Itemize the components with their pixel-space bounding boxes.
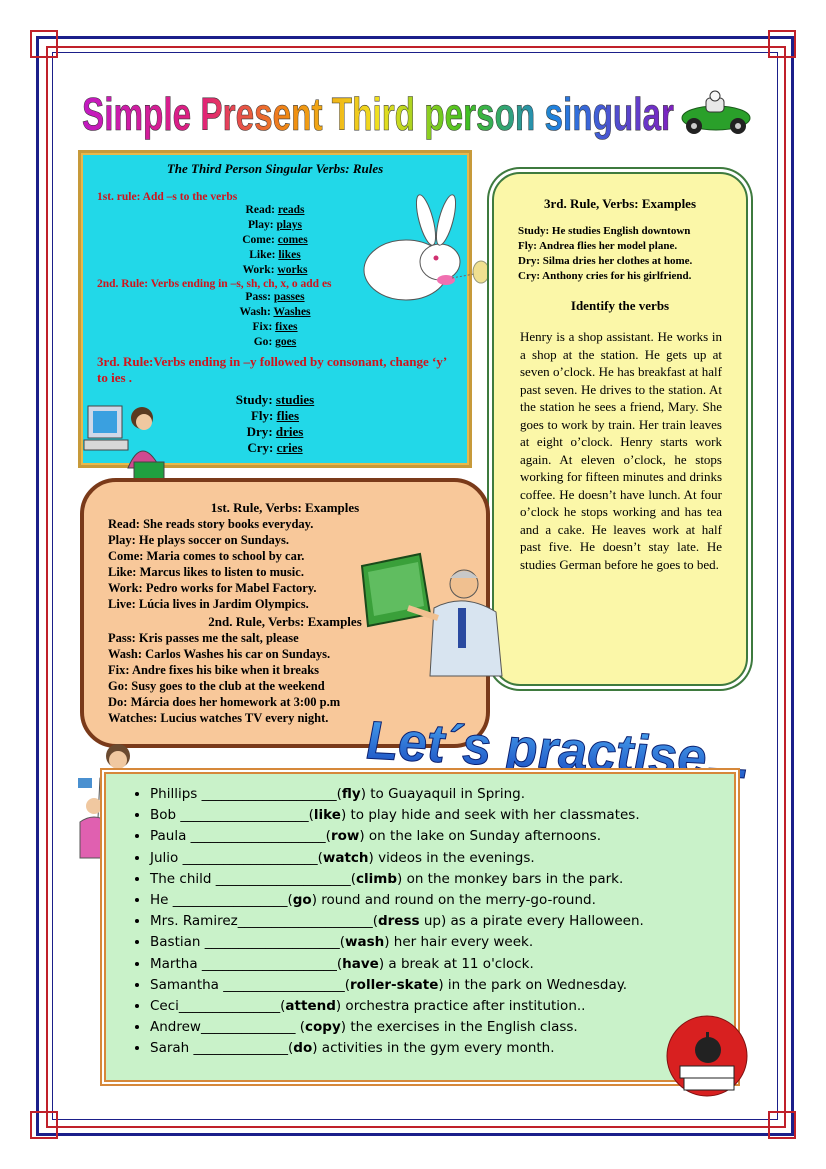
- exercise-suffix: ) in the park on Wednesday.: [438, 976, 628, 993]
- identify-verbs-story: Henry is a shop assistant. He works in a shop at the station. He gets up at seven o’clock. He has breakfast at half past seven. He drives to the station. At the station he sees a friend, Mary. She goes to work by train. Her train leaves at eight o’clock. Henry starts work again. At eleven o’clock, he stops working for fifteen minutes and drinks coffee. He doesn’t have lunch. At four o’clock he stops working and has tea and a cake. He leaves work at half past five. He doesn’t stay late. He studies German before he goes to bed.: [520, 329, 722, 572]
- rule-example-base: Work: [242, 264, 271, 276]
- exercise-verb: watch: [322, 849, 369, 866]
- rule-example-third: goes: [275, 336, 297, 348]
- rule-example-third: likes: [278, 249, 301, 261]
- exercise-item: [150, 826, 734, 847]
- third-rule-sentence: Dry: Silma dries her clothes at home.: [518, 255, 693, 267]
- exercise-verb: roller-skate: [350, 976, 439, 993]
- exercise-verb: climb: [356, 870, 398, 887]
- lets-practise-title: [362, 696, 762, 791]
- rule-example-base: Fix: [252, 321, 269, 333]
- rule-example-line: Go: goes: [253, 336, 297, 348]
- exercise-prefix: Ceci_______________(: [150, 998, 286, 1015]
- rule-example-base: Go: [253, 336, 269, 348]
- rule-example-base: Like: [249, 249, 272, 261]
- rule-example-third: reads: [277, 204, 305, 216]
- identify-verbs-heading: Identify the verbs: [570, 298, 670, 313]
- rule-example-third: Washes: [273, 306, 311, 318]
- exercise-item: [150, 805, 734, 826]
- rule-example-line: Read: reads: [245, 204, 305, 216]
- third-rule-sentences: [494, 224, 746, 284]
- exercise-item: [150, 848, 734, 869]
- rule-example-third: studies: [275, 392, 315, 407]
- third-rule-examples-panel: [492, 172, 748, 686]
- first-rule-example: Like: Marcus likes to listen to music.: [108, 565, 304, 579]
- rabbit-picture: [356, 190, 492, 320]
- corner-ornament: [768, 30, 796, 58]
- exercise-suffix: ) to play hide and seek with her classmates.: [340, 807, 640, 824]
- exercise-prefix: The child ____________________(: [150, 870, 357, 887]
- first-rule-example: Live: Lúcia lives in Jardim Olympics.: [108, 597, 309, 611]
- rule-example-line: Fly: flies: [250, 408, 300, 423]
- rule-example-base: Play: [247, 219, 270, 231]
- rule-example-base: Dry: [246, 424, 269, 439]
- rule-example-line: Study: studies: [235, 392, 315, 407]
- third-rule-heading: 3rd. Rule, Verbs: Examples: [543, 196, 697, 211]
- rule-example-third: fixes: [275, 321, 298, 333]
- title-text: Simple Present Third person singular: [82, 88, 675, 140]
- rules-heading: The Third Person Singular Verbs: Rules: [166, 161, 384, 176]
- exercise-item: [150, 932, 734, 953]
- second-rule-example: Do: Márcia does her homework at 3:00 p.m: [108, 695, 341, 709]
- exercise-suffix: ) round and round on the merry-go-round.: [311, 892, 596, 909]
- first-rule-example: Work: Pedro works for Mabel Factory.: [108, 581, 317, 595]
- rule-example-line: Cry: cries: [247, 440, 303, 455]
- page-title: [80, 72, 680, 152]
- exercise-suffix: ) a break at 11 o'clock.: [378, 955, 534, 972]
- second-rule-example: Watches: Lucius watches TV every night.: [108, 711, 329, 725]
- rule-example-base: Pass: [245, 291, 268, 303]
- second-rule-example: Wash: Carlos Washes his car on Sundays.: [108, 647, 331, 661]
- exercise-suffix: ) orchestra practice after institution..: [335, 998, 586, 1015]
- exercise-suffix: ) videos in the evenings.: [368, 849, 535, 866]
- corner-ornament: [768, 1111, 796, 1139]
- exercise-suffix: ) the exercises in the English class.: [340, 1019, 578, 1036]
- first-rule-example: Play: He plays soccer on Sundays.: [108, 533, 290, 547]
- rule-example-third: flies: [276, 408, 300, 423]
- rule-example-base: Come: [242, 234, 271, 246]
- rule-example-base: Study: [235, 392, 269, 407]
- exercise-suffix: ) on the monkey bars in the park.: [397, 870, 624, 887]
- rule-example-line: Dry: dries: [246, 424, 304, 439]
- second-rule-example: Fix: Andre fixes his bike when it breaks: [108, 663, 320, 677]
- books-and-apple-picture: [664, 1010, 750, 1102]
- second-rule-example: Pass: Kris passes me the salt, please: [108, 631, 299, 645]
- exercise-prefix: Sarah ______________(: [150, 1040, 294, 1057]
- rule-example-line: Work: works: [242, 264, 308, 276]
- exercise-prefix: Samantha __________________(: [150, 976, 351, 993]
- rule-1: 1st. rule: Add –s to the verbs: [97, 191, 238, 203]
- exercise-verb: row: [330, 828, 360, 845]
- exercise-item: [150, 1038, 734, 1059]
- exercise-verb: wash: [345, 934, 385, 951]
- exercise-suffix: ) activities in the gym every month.: [312, 1040, 555, 1057]
- second-rule-example: Go: Susy goes to the club at the weekend: [108, 679, 325, 693]
- rule-example-line: Like: likes: [249, 249, 301, 261]
- exercise-prefix: He _________________(: [150, 892, 293, 909]
- third-rule-sentence: Study: He studies English downtown: [518, 225, 691, 237]
- corner-ornament: [30, 30, 58, 58]
- rule-3: 3rd. Rule:Verbs ending in –y followed by consonant, change ‘y’ to ies .: [97, 354, 447, 385]
- exercise-item: [150, 1017, 734, 1038]
- exercise-prefix: Mrs. Ramirez____________________(: [150, 913, 378, 930]
- exercise-suffix: ) on the lake on Sunday afternoons.: [359, 828, 601, 845]
- rule-example-third: cries: [276, 440, 303, 455]
- exercise-item: [150, 954, 734, 975]
- exercise-item: [150, 911, 734, 932]
- exercise-item: [150, 996, 734, 1017]
- corner-ornament: [30, 1111, 58, 1139]
- exercise-prefix: Phillips ____________________(: [150, 786, 342, 802]
- third-rule-sentence: Fly: Andrea flies her model plane.: [518, 240, 678, 252]
- exercise-verb: dress: [377, 913, 420, 930]
- exercise-verb: go: [292, 892, 312, 909]
- rule-2: 2nd. Rule: Verbs ending in –s, sh, ch, x, o add es: [97, 278, 332, 290]
- computer-user-picture: [82, 398, 168, 488]
- exercise-verb: attend: [285, 998, 336, 1015]
- rule-example-line: Come: comes: [242, 234, 308, 246]
- rule-example-third: works: [277, 264, 308, 276]
- rule-example-base: Cry: [247, 440, 270, 455]
- rule-example-third: passes: [273, 291, 305, 303]
- exercise-item: [150, 784, 734, 805]
- exercise-prefix: Julio ____________________(: [150, 849, 323, 866]
- exercise-verb: fly: [341, 786, 361, 802]
- exercise-verb: copy: [305, 1019, 341, 1036]
- rule-example-third: comes: [277, 234, 308, 246]
- rule-example-line: Play: plays: [247, 219, 303, 231]
- exercise-item: [150, 869, 734, 890]
- rule-example-line: Fix: fixes: [252, 321, 298, 333]
- exercise-panel: [104, 772, 736, 1082]
- rule-example-line: Wash: Washes: [239, 306, 311, 318]
- teacher-with-board-picture: [338, 548, 504, 688]
- lets-practise-text: Let´s practise...: [366, 710, 762, 791]
- rule-example-third: dries: [275, 424, 304, 439]
- first-rule-heading: 1st. Rule, Verbs: Examples: [210, 500, 360, 515]
- first-rule-example: Come: Maria comes to school by car.: [108, 549, 305, 563]
- rule-example-third: plays: [276, 219, 303, 231]
- third-rule-sentence: Cry: Anthony cries for his girlfriend.: [518, 270, 692, 282]
- exercise-prefix: Andrew______________ (: [150, 1019, 306, 1036]
- racing-car-picture: [680, 88, 752, 136]
- exercise-suffix: up) as a pirate every Halloween.: [419, 913, 644, 930]
- first-rule-example: Read: She reads story books everyday.: [108, 517, 314, 531]
- exercise-item: [150, 975, 734, 996]
- exercise-verb: have: [342, 955, 379, 972]
- exercise-item: [150, 890, 734, 911]
- rule-example-base: Wash: [239, 306, 267, 318]
- exercise-prefix: Bastian ____________________(: [150, 934, 345, 951]
- rule-example-base: Read: [245, 204, 272, 216]
- exercise-suffix: ) her hair every week.: [384, 934, 534, 951]
- exercise-verb: do: [293, 1040, 313, 1057]
- exercise-prefix: Bob ___________________(: [150, 807, 314, 824]
- exercise-suffix: ) to Guayaquil in Spring.: [360, 786, 526, 802]
- exercise-verb: like: [313, 807, 341, 824]
- second-rule-heading: 2nd. Rule, Verbs: Examples: [208, 614, 362, 629]
- exercise-list: [150, 784, 734, 1060]
- exercise-prefix: Martha ____________________(: [150, 955, 343, 972]
- rule-example-line: Pass: passes: [245, 291, 305, 303]
- exercise-prefix: Paula ____________________(: [150, 828, 331, 845]
- rule-example-base: Fly: [250, 408, 270, 423]
